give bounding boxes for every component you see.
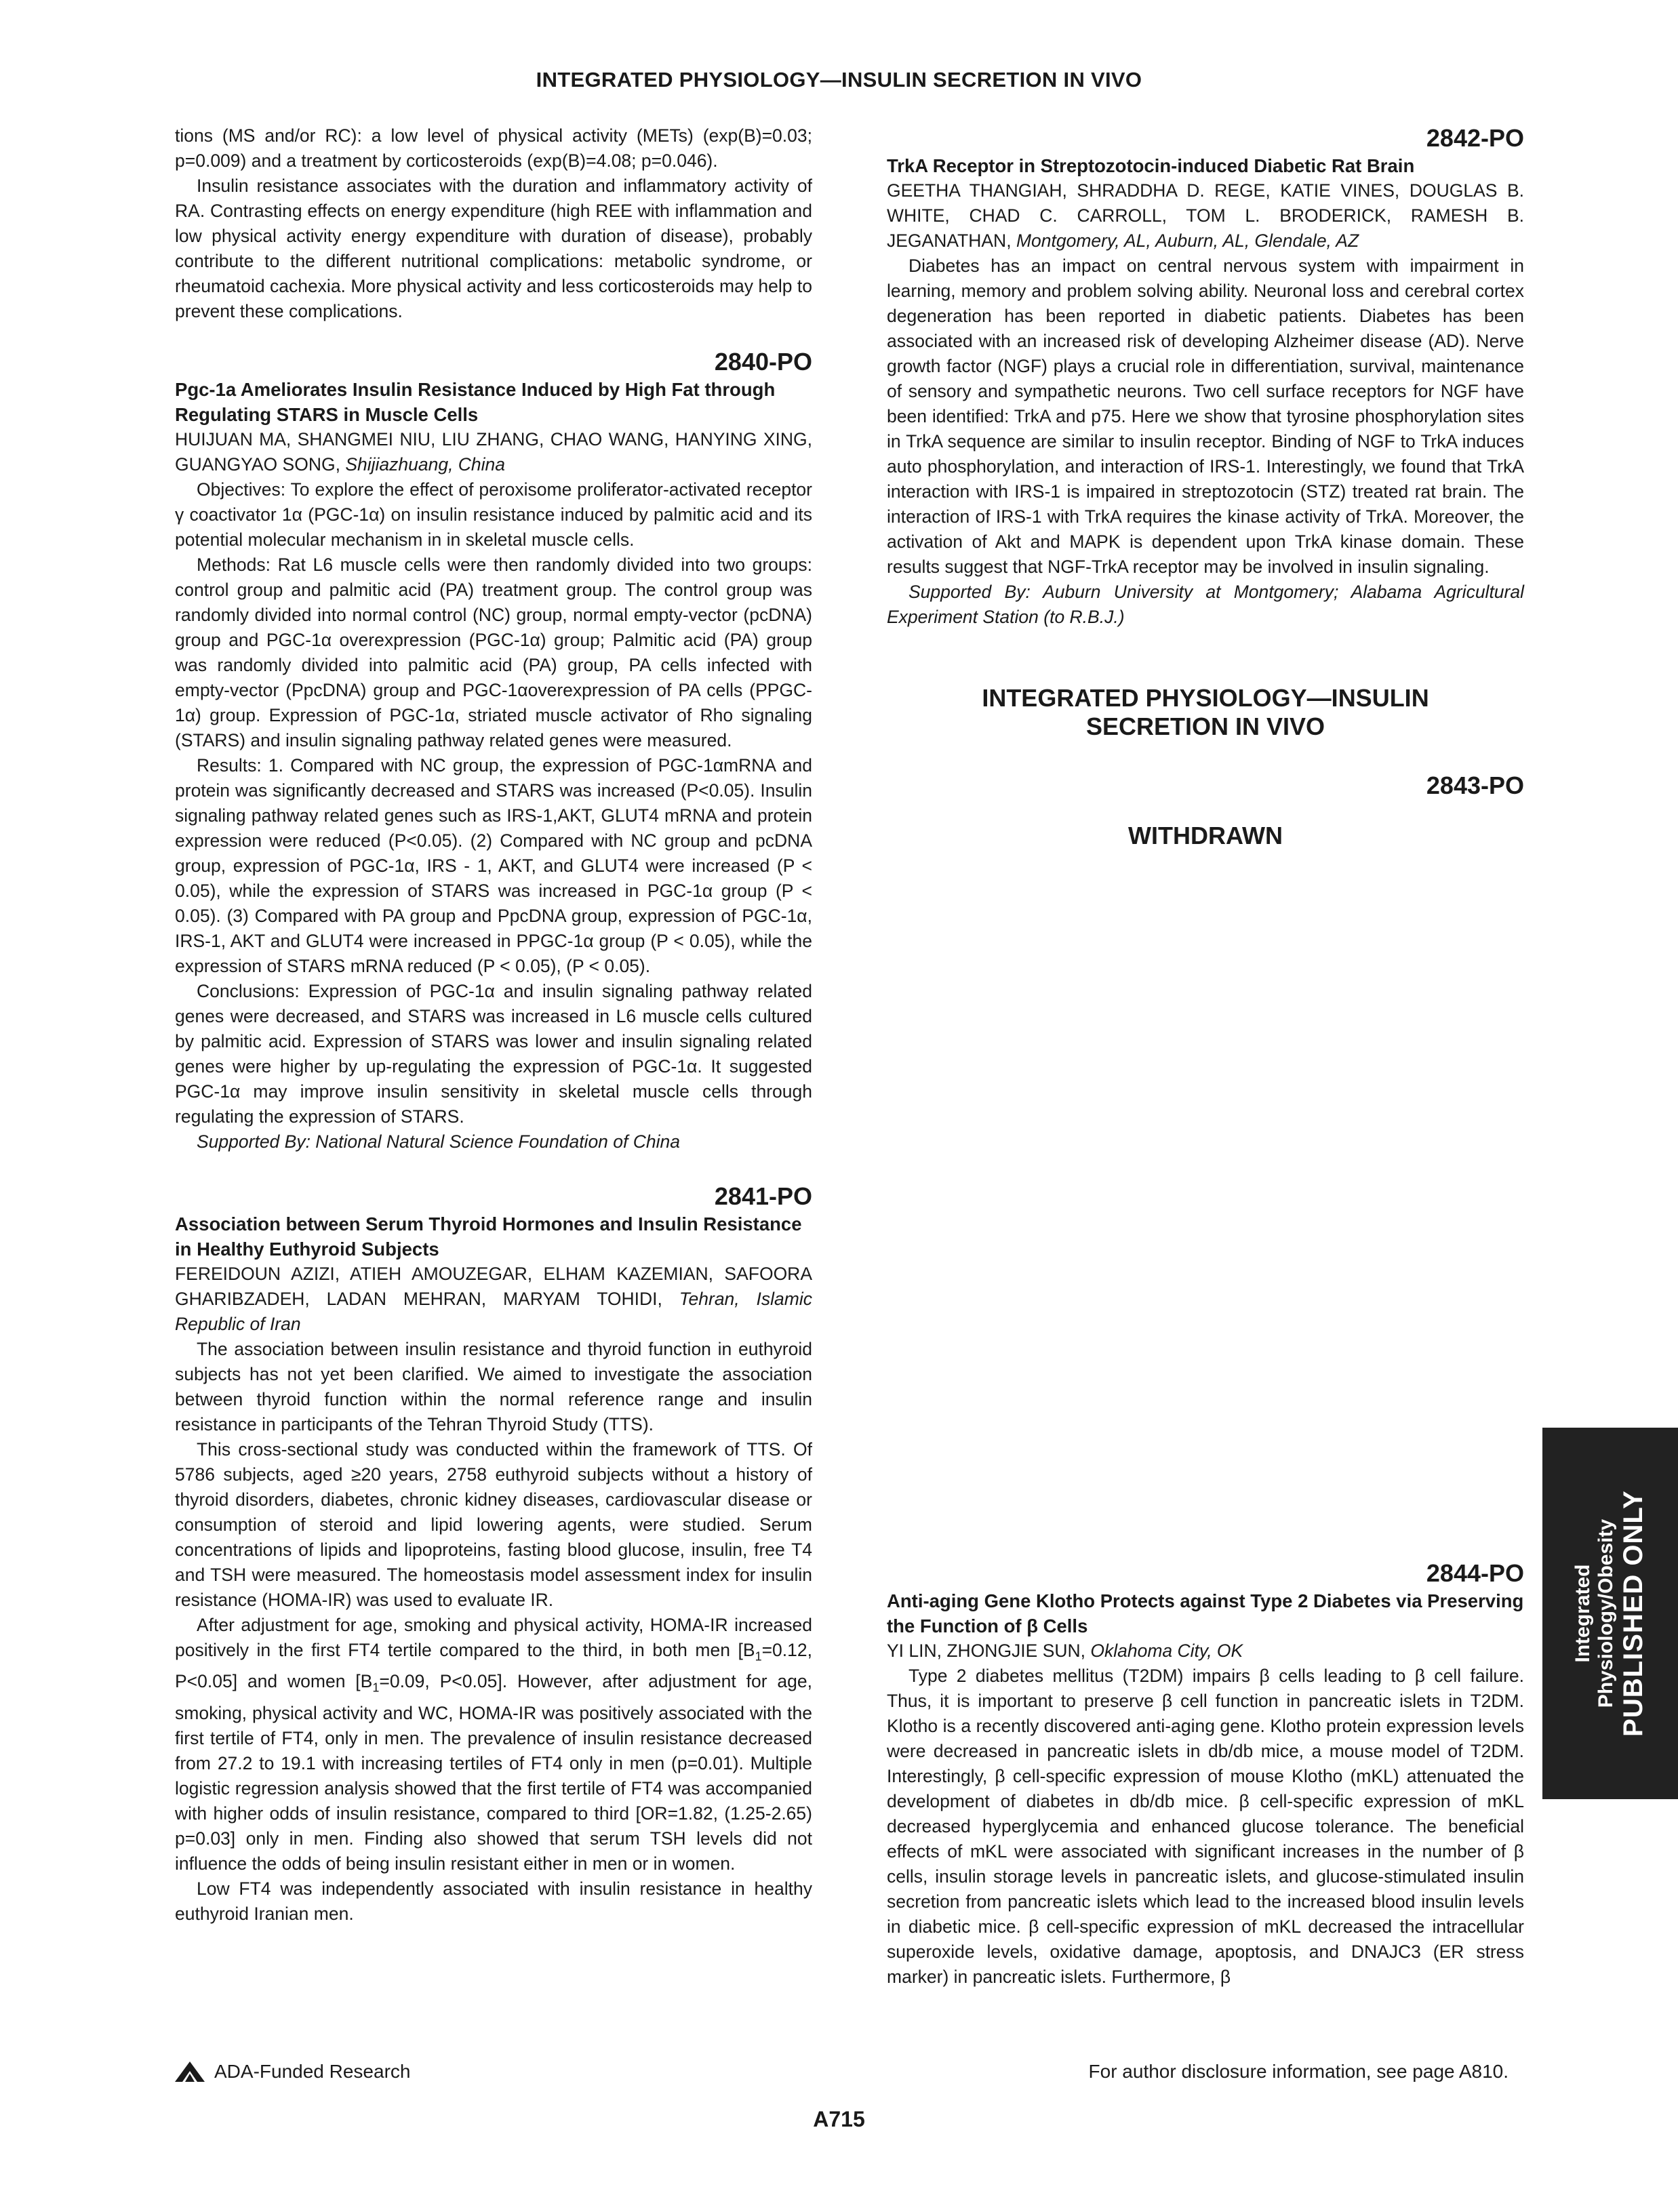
- side-tab-line: Integrated: [1572, 1564, 1594, 1663]
- abstract-2842: [887, 123, 1524, 630]
- author-location: Tehran, Islamic Republic of Iran: [175, 1289, 812, 1334]
- abstract-number: 2843-PO: [1426, 771, 1524, 799]
- continuation-paragraph: Insulin resistance associates with the duration and inflammatory activity of RA. Contrasting effects on energy expenditure (high REE with inflammation and low physical activity energy expenditure with duration of disease), probably contribute to the different nutritional complications: metabolic syndrome, or rheumatoid cachexia. More physical activity and less corticosteroids may help to prevent these complications.: [175, 176, 812, 321]
- subscript: 1: [372, 1681, 380, 1695]
- left-column: [175, 123, 812, 1927]
- abstract-authors: [887, 178, 1524, 254]
- abstract-paragraph: Type 2 diabetes mellitus (T2DM) impairs β cells leading to β cell failure. Thus, it is important to preserve β cell function in pancreatic islets in T2DM. Klotho is a recently discovered anti-aging gene. Klotho protein expression levels were decreased in pancreatic islets in db/db mice, a mouse model of T2DM. Interestingly, β cell-specific expression of mouse Klotho (mKL) attenuated the development of diabetes in db/db mice. β cell-specific expression of mKL decreased hyperglycemia and enhanced glucose tolerance. The beneficial effects of mKL were associated with significant increases in the number of β cells, insulin storage levels in pancreatic islets, and glucose-stimulated insulin secretion from pancreatic islets which lead to the increased blood insulin levels in diabetic mice. β cell-specific expression of mKL decreased the intracellular superoxide levels, oxidative damage, apoptosis, and DNAJC3 (ER stress marker) in pancreatic islets. Furthermore, β: [887, 1666, 1524, 1987]
- abstract-paragraph: This cross-sectional study was conducted within the framework of TTS. Of 5786 subjects, aged ≥20 years, 2758 euthyroid subjects without a history of thyroid disorders, diabetes, chronic kidney diseases, cardiovascular disease or consumption of steroid and lipid lowering agents, were studied. Serum concentrations of lipids and lipoproteins, fasting blood glucose, insulin, free T4 and TSH were measured. The homeostasis model assessment index for insulin resistance (HOMA-IR) was used to evaluate IR.: [175, 1439, 812, 1610]
- abstract-paragraph: Objectives: To explore the effect of peroxisome proliferator-activated receptor γ coactivator 1α (PGC-1α) on insulin resistance induced by palmitic acid and its potential molecular mechanism in in skeletal muscle cells.: [175, 479, 812, 550]
- abstract-title: TrkA Receptor in Streptozotocin-induced Diabetic Rat Brain: [887, 155, 1415, 176]
- blank-space: [887, 851, 1524, 1535]
- text-segment: After adjustment for age, smoking and physical activity, HOMA-IR increased positively in the first FT4 tertile compared to the third, in both men [B: [175, 1615, 812, 1660]
- abstract-number: 2842-PO: [1426, 124, 1524, 152]
- section-side-tab: [1542, 1428, 1678, 1799]
- abstract-2843: [887, 771, 1524, 851]
- side-tab-line: PUBLISHED ONLY: [1618, 1490, 1648, 1737]
- author-location: Shijiazhuang, China: [345, 454, 506, 475]
- abstract-title: Anti-aging Gene Klotho Protects against Type 2 Diabetes via Preserving the Function of β Cells: [887, 1590, 1524, 1636]
- subscript: 1: [755, 1649, 762, 1664]
- abstract-title: Association between Serum Thyroid Hormones and Insulin Resistance in Healthy Euthyroid Subjects: [175, 1213, 802, 1260]
- abstract-title: Pgc-1a Ameliorates Insulin Resistance Induced by High Fat through Regulating STARS in Muscle Cells: [175, 379, 776, 425]
- abstract-2844: [887, 1559, 1524, 1990]
- ada-logo-icon: [175, 2062, 205, 2082]
- footer-left-text: ADA-Funded Research: [214, 2061, 411, 2082]
- abstract-paragraph: The association between insulin resistance and thyroid function in euthyroid subjects has not yet been clarified. We aimed to investigate the association between thyroid function within the normal reference range and insulin resistance in participants of the Tehran Thyroid Study (TTS).: [175, 1339, 812, 1434]
- page-number: A715: [813, 2107, 865, 2131]
- abstract-2841: [175, 1182, 812, 1927]
- author-list: FEREIDOUN AZIZI, ATIEH AMOUZEGAR, ELHAM KAZEMIAN, SAFOORA GHARIBZADEH, LADAN MEHRAN, MARYAM TOHIDI,: [175, 1264, 812, 1309]
- running-header: INTEGRATED PHYSIOLOGY—INSULIN SECRETION IN VIVO: [536, 68, 1142, 92]
- section-heading: INTEGRATED PHYSIOLOGY—INSULIN SECRETION IN VIVO: [982, 684, 1429, 740]
- abstract-paragraph: Diabetes has an impact on central nervous system with impairment in learning, memory and problem solving ability. Neuronal loss and cerebral cortex degeneration has been reported in diabetic patients. Diabetes has been associated with an increased risk of developing Alzheimer disease (AD). Nerve growth factor (NGF) plays a crucial role in differentiation, survival, maintenance of sensory and sympathetic neurons. Two cell surface receptors for NGF have been identified: TrkA and p75. Here we show that tyrosine phosphorylation sites in TrkA sequence are similar to insulin receptor. Binding of NGF to TrkA induces auto phosphorylation, and interaction of IRS-1. Interestingly, we found that TrkA interaction with IRS-1 is impaired in streptozotocin (STZ) treated rat brain. The interaction of IRS-1 with TrkA requires the kinase activity of TrkA. Moreover, the activation of Akt and MAPK is dependent upon TrkA kinase domain. These results suggest that NGF-TrkA receptor may be involved in insulin signaling.: [887, 256, 1524, 577]
- abstract-authors: [175, 1262, 812, 1337]
- continuation-paragraph: tions (MS and/or RC): a low level of physical activity (METs) (exp(B)=0.03; p=0.009) and a treatment by corticosteroids (exp(B)=4.08; p=0.046).: [175, 125, 812, 171]
- withdrawn-label: WITHDRAWN: [1128, 822, 1283, 849]
- abstract-support: Supported By: National Natural Science Foundation of China: [197, 1131, 680, 1152]
- footer-disclosure: For author disclosure information, see page A810.: [1088, 2061, 1509, 2082]
- side-tab-line: Physiology/Obesity: [1595, 1519, 1617, 1708]
- abstract-paragraph: [175, 1613, 812, 1876]
- author-list: YI LIN, ZHONGJIE SUN,: [887, 1641, 1086, 1661]
- abstract-support: Supported By: Auburn University at Montgomery; Alabama Agricultural Experiment Station (to R.B.J.): [887, 582, 1524, 627]
- abstract-number: 2844-PO: [1426, 1559, 1524, 1587]
- footer-ada-funded: [175, 2061, 410, 2083]
- author-list: HUIJUAN MA, SHANGMEI NIU, LIU ZHANG, CHAO WANG, HANYING XING, GUANGYAO SONG,: [175, 429, 812, 475]
- text-segment: =0.09, P<0.05]. However, after adjustment for age, smoking, physical activity and WC, HOMA-IR was positively associated with the first tertile of FT4, only in men. The prevalence of insulin resistance decreased from 27.2 to 19.1 with increasing tertiles of FT4 only in men (p=0.01). Multiple logistic regression analysis showed that the first tertile of FT4 was accompanied with higher odds of insulin resistance, compared to third [OR=1.82, (1.25-2.65) p=0.03] only in men. Finding also showed that serum TSH levels did not influence the odds of being insulin resistant either in men or in women.: [175, 1671, 812, 1874]
- abstract-authors: [175, 427, 812, 477]
- abstract-paragraph: Methods: Rat L6 muscle cells were then randomly divided into two groups: control group and palmitic acid (PA) treatment group. The control group was randomly divided into normal control (NC) group, normal empty-vector (pcDNA) group and PGC-1α overexpression (PGC-1α) group; Palmitic acid (PA) group was randomly divided into palmitic acid (PA) group, PA cells infected with empty-vector (PpcDNA) group and PGC-1αoverexpression of PA cells (PPGC-1α) group. Expression of PGC-1α, striated muscle activator of Rho signaling (STARS) and insulin signaling pathway related genes were measured.: [175, 555, 812, 750]
- author-location: Montgomery, AL, Auburn, AL, Glendale, AZ: [1016, 230, 1359, 251]
- abstract-paragraph: Low FT4 was independently associated with insulin resistance in healthy euthyroid Iranian men.: [175, 1878, 812, 1924]
- abstract-paragraph: Conclusions: Expression of PGC-1α and insulin signaling pathway related genes were decreased, and STARS was increased in L6 muscle cells cultured by palmitic acid. Expression of STARS was lower and insulin signaling related genes were higher by up-regulating the expression of PGC-1α. It suggested PGC-1α may improve insulin sensitivity in skeletal muscle cells through regulating the expression of STARS.: [175, 981, 812, 1127]
- abstract-authors: [887, 1638, 1524, 1664]
- abstract-2840: [175, 347, 812, 1154]
- right-column: [887, 123, 1524, 1990]
- abstract-number: 2841-PO: [714, 1182, 812, 1210]
- abstract-number: 2840-PO: [714, 348, 812, 376]
- text-segment: =0.12, P<0.05] and women [B: [175, 1640, 812, 1692]
- abstract-paragraph: Results: 1. Compared with NC group, the expression of PGC-1αmRNA and protein was significantly decreased and STARS was increased (P<0.05). Insulin signaling pathway related genes such as IRS-1,AKT, GLUT4 mRNA and protein expression were reduced (P<0.05). (2) Compared with NC group and pcDNA group, expression of PGC-1α, IRS - 1, AKT, and GLUT4 were increased (P < 0.05), while the expression of STARS was increased in PGC-1α group (P < 0.05). (3) Compared with PA group and PpcDNA group, expression of PGC-1α, IRS-1, AKT and GLUT4 were increased in PPGC-1α group (P < 0.05), while the expression of STARS mRNA reduced (P < 0.05), (P < 0.05).: [175, 755, 812, 976]
- author-list: GEETHA THANGIAH, SHRADDHA D. REGE, KATIE VINES, DOUGLAS B. WHITE, CHAD C. CARROLL, TOM L. BRODERICK, RAMESH B. JEGANATHAN,: [887, 180, 1524, 251]
- side-tab-text: [1572, 1490, 1649, 1737]
- author-location: Oklahoma City, OK: [1090, 1641, 1243, 1661]
